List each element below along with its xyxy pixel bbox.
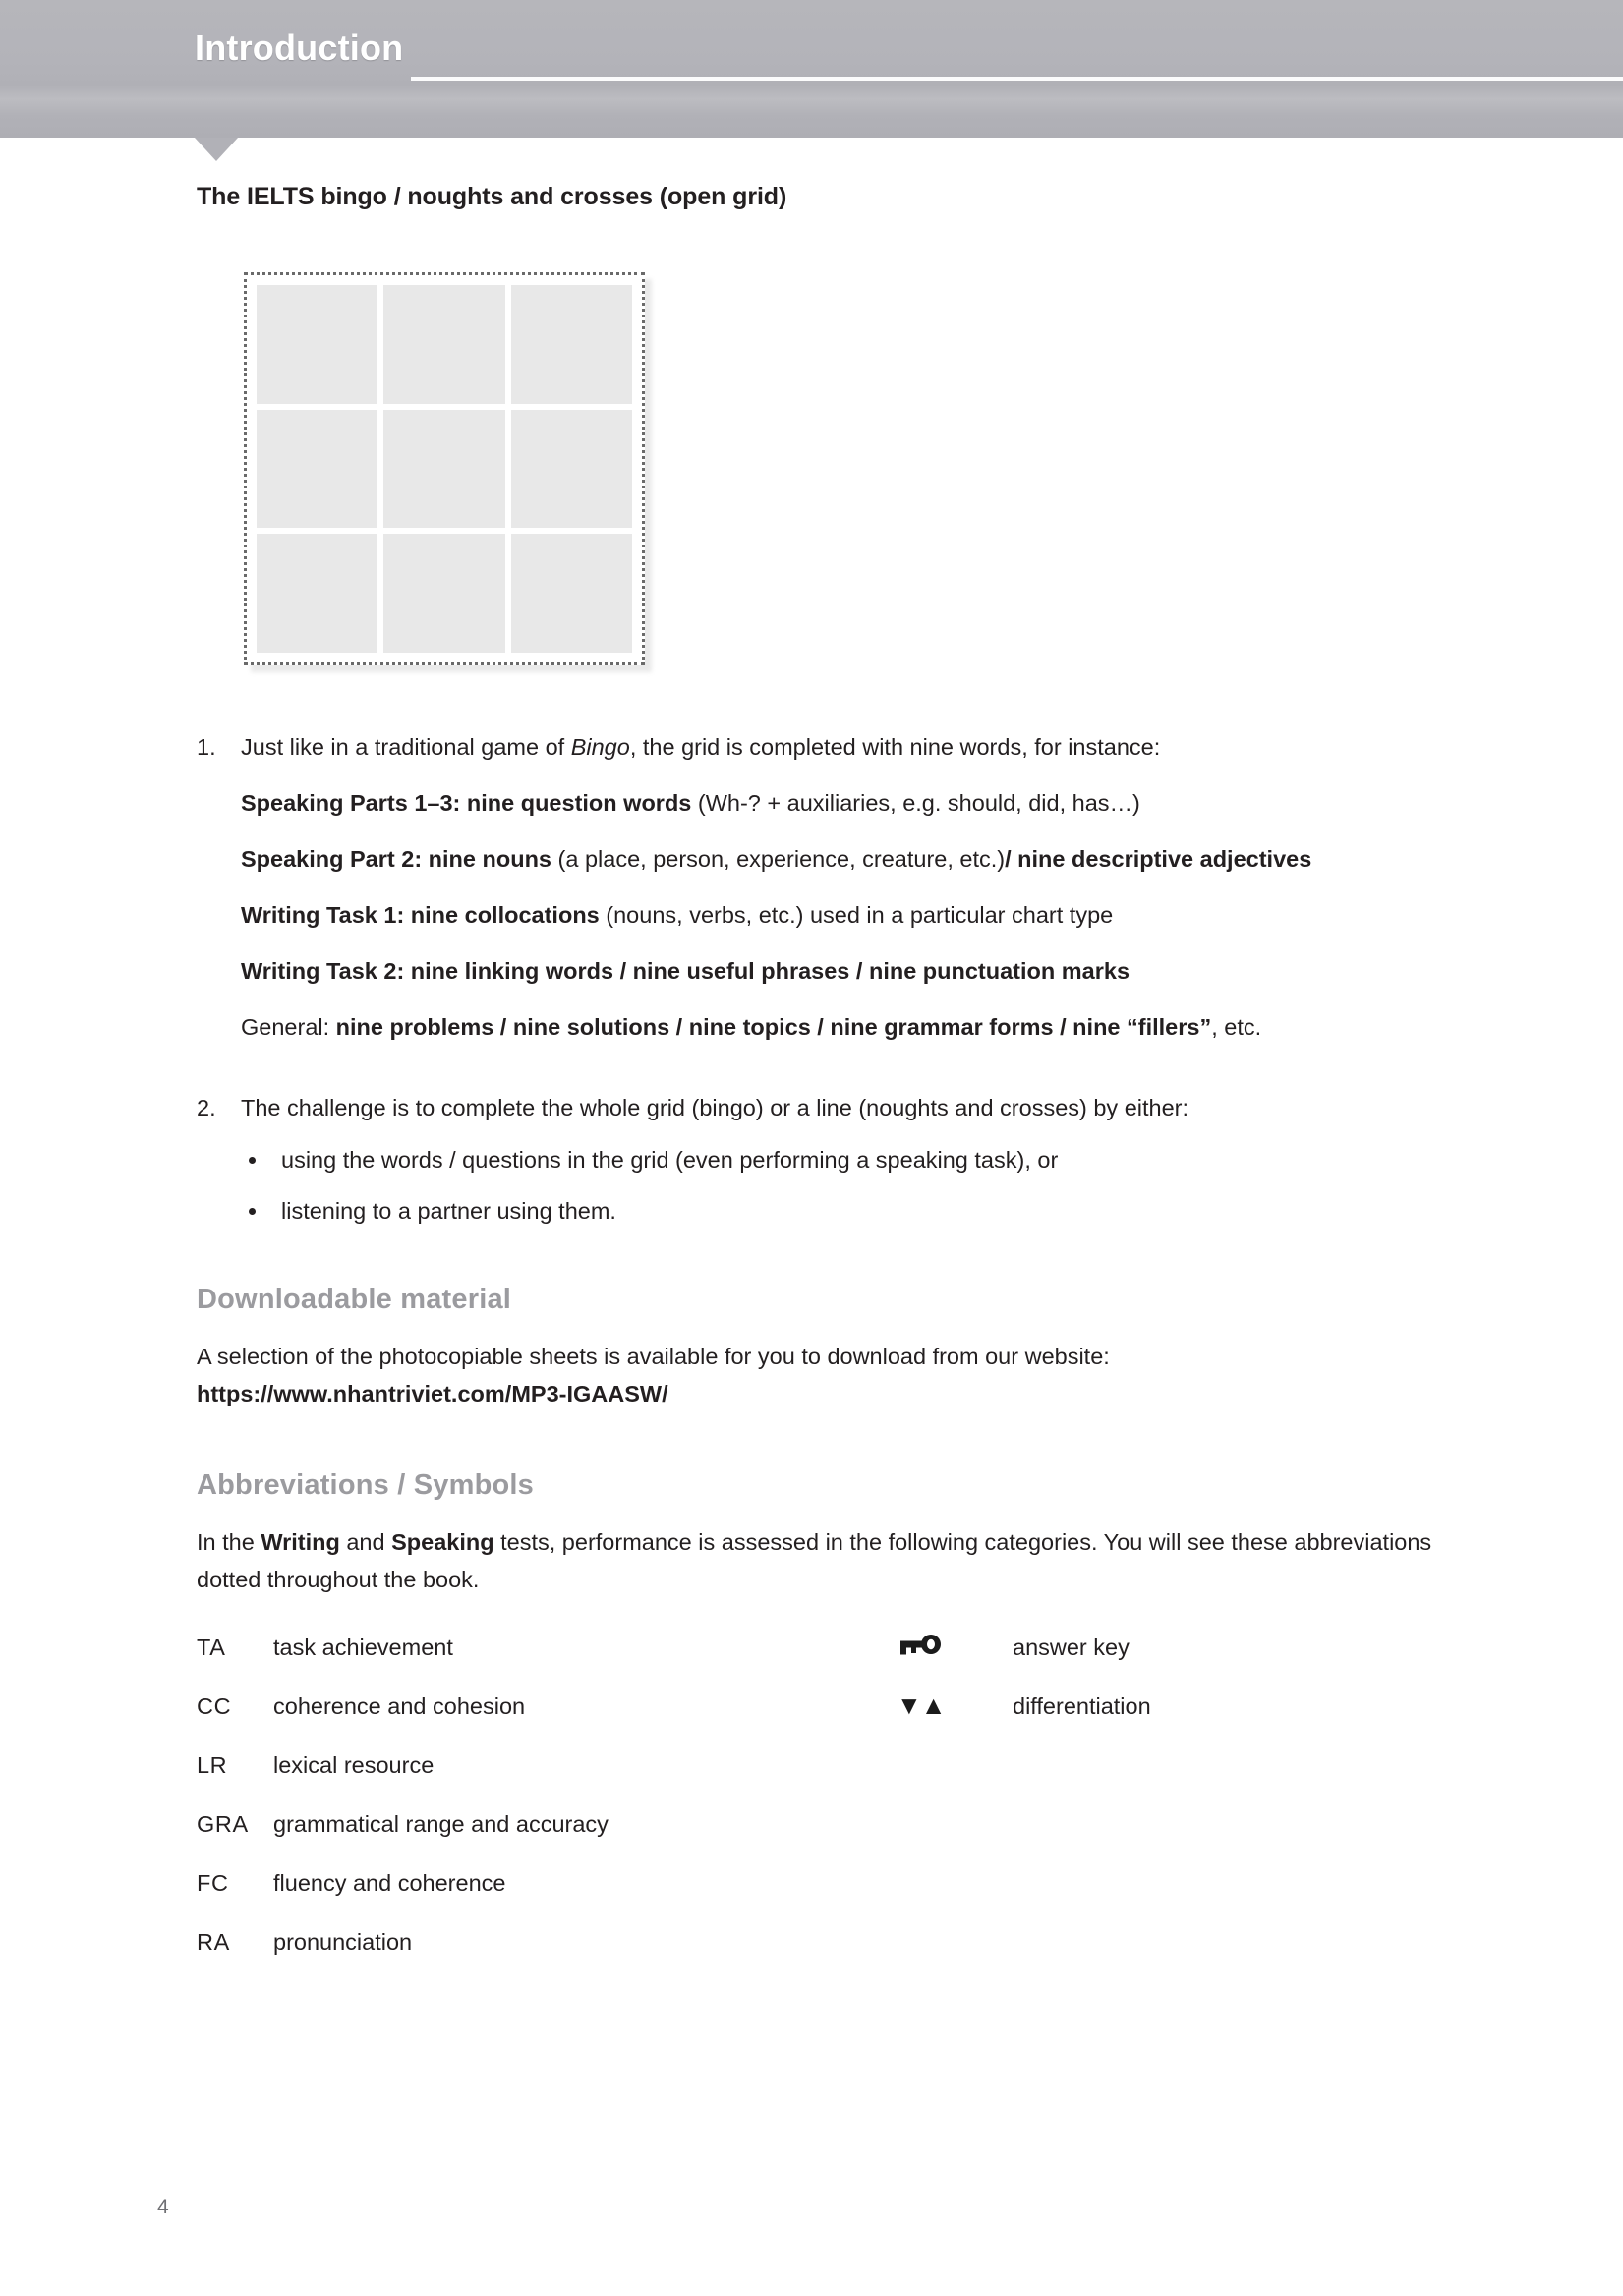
table-row	[885, 1634, 1435, 1693]
bullet-dot-icon	[249, 1208, 256, 1215]
abbreviations-right-column	[885, 1634, 1435, 1751]
header-tab-pointer-icon	[195, 138, 238, 161]
intro-part-1: In the	[197, 1528, 261, 1555]
example-bold-4: Writing Task 2: nine linking words / nine useful phrases / nine punctuation marks	[241, 958, 1130, 985]
grid-cell	[511, 285, 632, 404]
table-row	[197, 1634, 885, 1693]
example-bold-2: Speaking Part 2: nine nouns	[241, 846, 551, 873]
abbr-value: grammatical range and accuracy	[273, 1810, 609, 1837]
abbr-value: answer key	[1013, 1634, 1130, 1660]
grid-dotted-outline	[244, 272, 645, 665]
intro-bold-speaking: Speaking	[391, 1528, 494, 1555]
grid-cell	[383, 285, 504, 404]
abbreviations-intro	[197, 1523, 1465, 1598]
page-header-band	[0, 0, 1623, 138]
example-line-speaking-2	[241, 840, 1465, 878]
table-row	[197, 1751, 885, 1810]
li1-part-b: , the grid is completed with nine words, for instance:	[629, 734, 1161, 760]
grid-cell	[383, 410, 504, 529]
example-line-general	[241, 1008, 1465, 1046]
abbr-value: differentiation	[1013, 1693, 1151, 1719]
grid-cell	[383, 534, 504, 653]
abbr-value: pronunciation	[273, 1928, 413, 1955]
bullet-dot-icon	[249, 1157, 256, 1164]
example-bold-1: Speaking Parts 1–3: nine question words	[241, 790, 692, 817]
downloadable-material-body	[197, 1338, 1465, 1412]
table-row	[197, 1928, 885, 1987]
example-normal-5: , etc.	[1211, 1014, 1262, 1041]
list-item-1	[197, 728, 1465, 1046]
example-bold-2b: / nine descriptive adjectives	[1005, 846, 1312, 873]
differentiation-symbol-cell	[885, 1690, 1013, 1720]
list-item	[241, 1193, 1465, 1231]
intro-part-2: and	[339, 1528, 392, 1555]
example-normal-3: (nouns, verbs, etc.) used in a particular chart type	[599, 902, 1114, 929]
abbreviations-heading: Abbreviations / Symbols	[197, 1468, 535, 1501]
abbr-key: TA	[197, 1634, 226, 1660]
list-item	[241, 1142, 1465, 1179]
grid-cell	[257, 534, 377, 653]
example-bold-5: nine problems / nine solutions / nine topics / nine grammar forms / nine “fillers”	[335, 1014, 1212, 1041]
list-item-2-text: The challenge is to complete the whole grid (bingo) or a line (noughts and crosses) by either:	[241, 1095, 1189, 1121]
grid-3x3	[257, 285, 632, 653]
list-item-1-text	[241, 734, 1160, 760]
table-row	[197, 1810, 885, 1869]
page-number: 4	[157, 2196, 169, 2218]
li1-part-a: Just like in a traditional game of	[241, 734, 571, 760]
li1-italic-bingo: Bingo	[570, 734, 630, 760]
example-line-writing-2	[241, 952, 1465, 990]
download-url[interactable]: https://www.nhantriviet.com/MP3-IGAASW/	[197, 1380, 668, 1406]
instructions-list	[197, 728, 1465, 1231]
example-normal-1: (Wh-? + auxiliaries, e.g. should, did, has…)	[691, 790, 1140, 817]
list-number: 2.	[197, 1095, 216, 1121]
abbreviations-left-column	[197, 1634, 885, 1987]
table-row	[885, 1690, 1435, 1751]
grid-cell	[511, 410, 632, 529]
intro-bold-writing: Writing	[261, 1528, 340, 1555]
challenge-bullets	[241, 1142, 1465, 1230]
grid-cell	[511, 534, 632, 653]
abbr-key: FC	[197, 1869, 229, 1896]
abbr-key: RA	[197, 1928, 230, 1955]
bullet-text: using the words / questions in the grid (even performing a speaking task), or	[281, 1147, 1059, 1174]
table-row	[197, 1693, 885, 1751]
abbr-value: coherence and cohesion	[273, 1693, 526, 1719]
header-rule	[411, 77, 1623, 81]
abbr-key: GRA	[197, 1810, 249, 1837]
example-line-writing-1	[241, 896, 1465, 934]
table-row	[197, 1869, 885, 1928]
grid-cell	[257, 410, 377, 529]
abbr-key: CC	[197, 1693, 232, 1719]
example-line-speaking-1-3	[241, 784, 1465, 822]
example-pre-5: General:	[241, 1014, 336, 1041]
downloadable-body-text: A selection of the photocopiable sheets is available for you to download from our website:	[197, 1343, 1110, 1369]
intro-part-3: tests, performance is assessed in the following categories. You will see these abbreviations dotted throughout the book.	[197, 1528, 1432, 1592]
page-header-title: Introduction	[195, 28, 404, 68]
triangles-icon: ▼▲	[897, 1690, 946, 1720]
abbr-value: fluency and coherence	[273, 1869, 506, 1896]
abbr-key: LR	[197, 1751, 228, 1778]
section-subtitle: The IELTS bingo / noughts and crosses (open grid)	[197, 183, 787, 210]
grid-cell	[257, 285, 377, 404]
answer-key-symbol-cell	[885, 1634, 1013, 1659]
key-icon	[897, 1634, 942, 1659]
bingo-grid-figure	[244, 272, 645, 665]
page-content	[197, 183, 1465, 1955]
example-bold-3: Writing Task 1: nine collocations	[241, 902, 600, 929]
example-normal-2: (a place, person, experience, creature, etc.)	[551, 846, 1006, 873]
list-number: 1.	[197, 734, 216, 760]
downloadable-material-heading: Downloadable material	[197, 1283, 512, 1315]
abbr-value: task achievement	[273, 1634, 453, 1660]
list-item-2	[197, 1089, 1465, 1230]
abbr-value: lexical resource	[273, 1751, 435, 1778]
bullet-text: listening to a partner using them.	[281, 1198, 616, 1225]
